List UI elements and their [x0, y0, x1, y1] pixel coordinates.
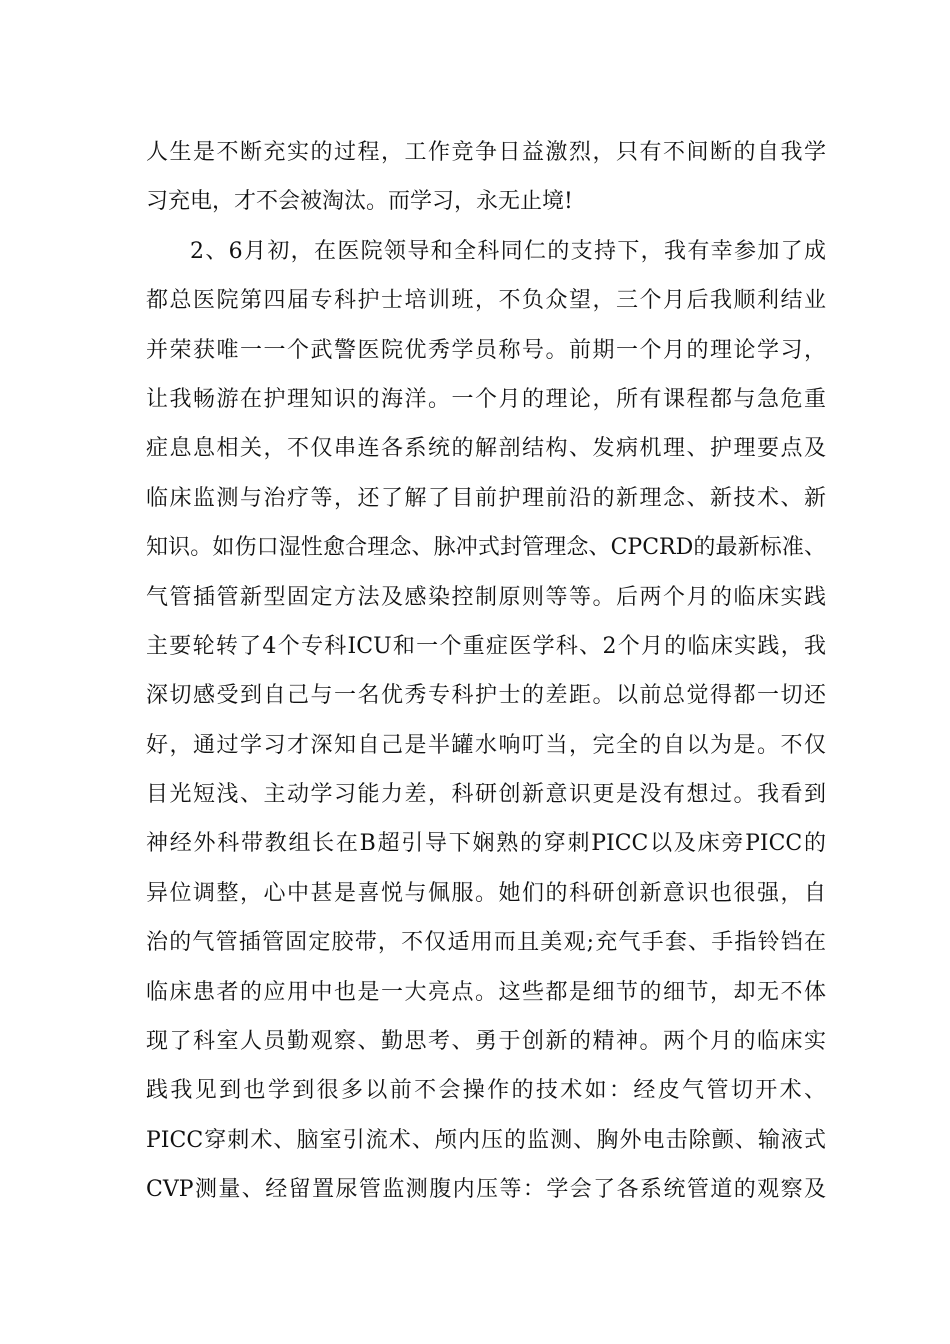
text-line: 目光短浅、主动学习能力差，科研创新意识更是没有想过。我看到 — [146, 782, 826, 808]
text-line: 气管插管新型固定方法及感染控制原则等等。后两个月的临床实践 — [146, 584, 826, 610]
text-line: 知识。如伤口湿性愈合理念、脉冲式封管理念、CPCRD的最新标准、 — [146, 535, 826, 561]
body-text — [146, 128, 826, 1215]
text-line: PICC穿刺术、脑室引流术、颅内压的监测、胸外电击除颤、输液式 — [146, 1127, 826, 1153]
text-line: 神经外科带教组长在B超引导下娴熟的穿刺PICC以及床旁PICC的 — [146, 831, 826, 857]
text-line: 好，通过学习才深知自己是半罐水响叮当，完全的自以为是。不仅 — [146, 732, 826, 758]
text-line: 都总医院第四届专科护士培训班，不负众望，三个月后我顺利结业 — [146, 288, 826, 314]
text-line: 临床监测与治疗等，还了解了目前护理前沿的新理念、新技术、新 — [146, 485, 826, 511]
text-line: 人生是不断充实的过程，工作竞争日益激烈，只有不间断的自我学 — [146, 140, 826, 165]
text-line: 主要轮转了4个专科ICU和一个重症医学科、2个月的临床实践，我 — [146, 633, 826, 659]
text-line: 习充电，才不会被淘汰。而学习，永无止境! — [146, 189, 573, 215]
text-line: 践我见到也学到很多以前不会操作的技术如：经皮气管切开术、 — [146, 1078, 826, 1104]
text-line: 临床患者的应用中也是一大亮点。这些都是细节的细节，却无不体 — [146, 979, 826, 1005]
text-line: 异位调整，心中甚是喜悦与佩服。她们的科研创新意识也很强，自 — [146, 880, 826, 906]
text-line: 2、6月初，在医院领导和全科同仁的支持下，我有幸参加了成 — [190, 238, 826, 264]
text-line: CVP测量、经留置尿管监测腹内压等：学会了各系统管道的观察及 — [146, 1177, 826, 1203]
text-line: 让我畅游在护理知识的海洋。一个月的理论，所有课程都与急危重 — [146, 386, 826, 412]
text-line: 症息息相关，不仅串连各系统的解剖结构、发病机理、护理要点及 — [146, 436, 826, 462]
text-line: 深切感受到自己与一名优秀专科护士的差距。以前总觉得都一切还 — [146, 683, 826, 709]
text-line: 并荣获唯一一个武警医院优秀学员称号。前期一个月的理论学习， — [146, 337, 826, 363]
text-line: 治的气管插管固定胶带，不仅适用而且美观;充气手套、手指铃铛在 — [146, 930, 826, 956]
text-line: 现了科室人员勤观察、勤思考、勇于创新的精神。两个月的临床实 — [146, 1029, 826, 1055]
